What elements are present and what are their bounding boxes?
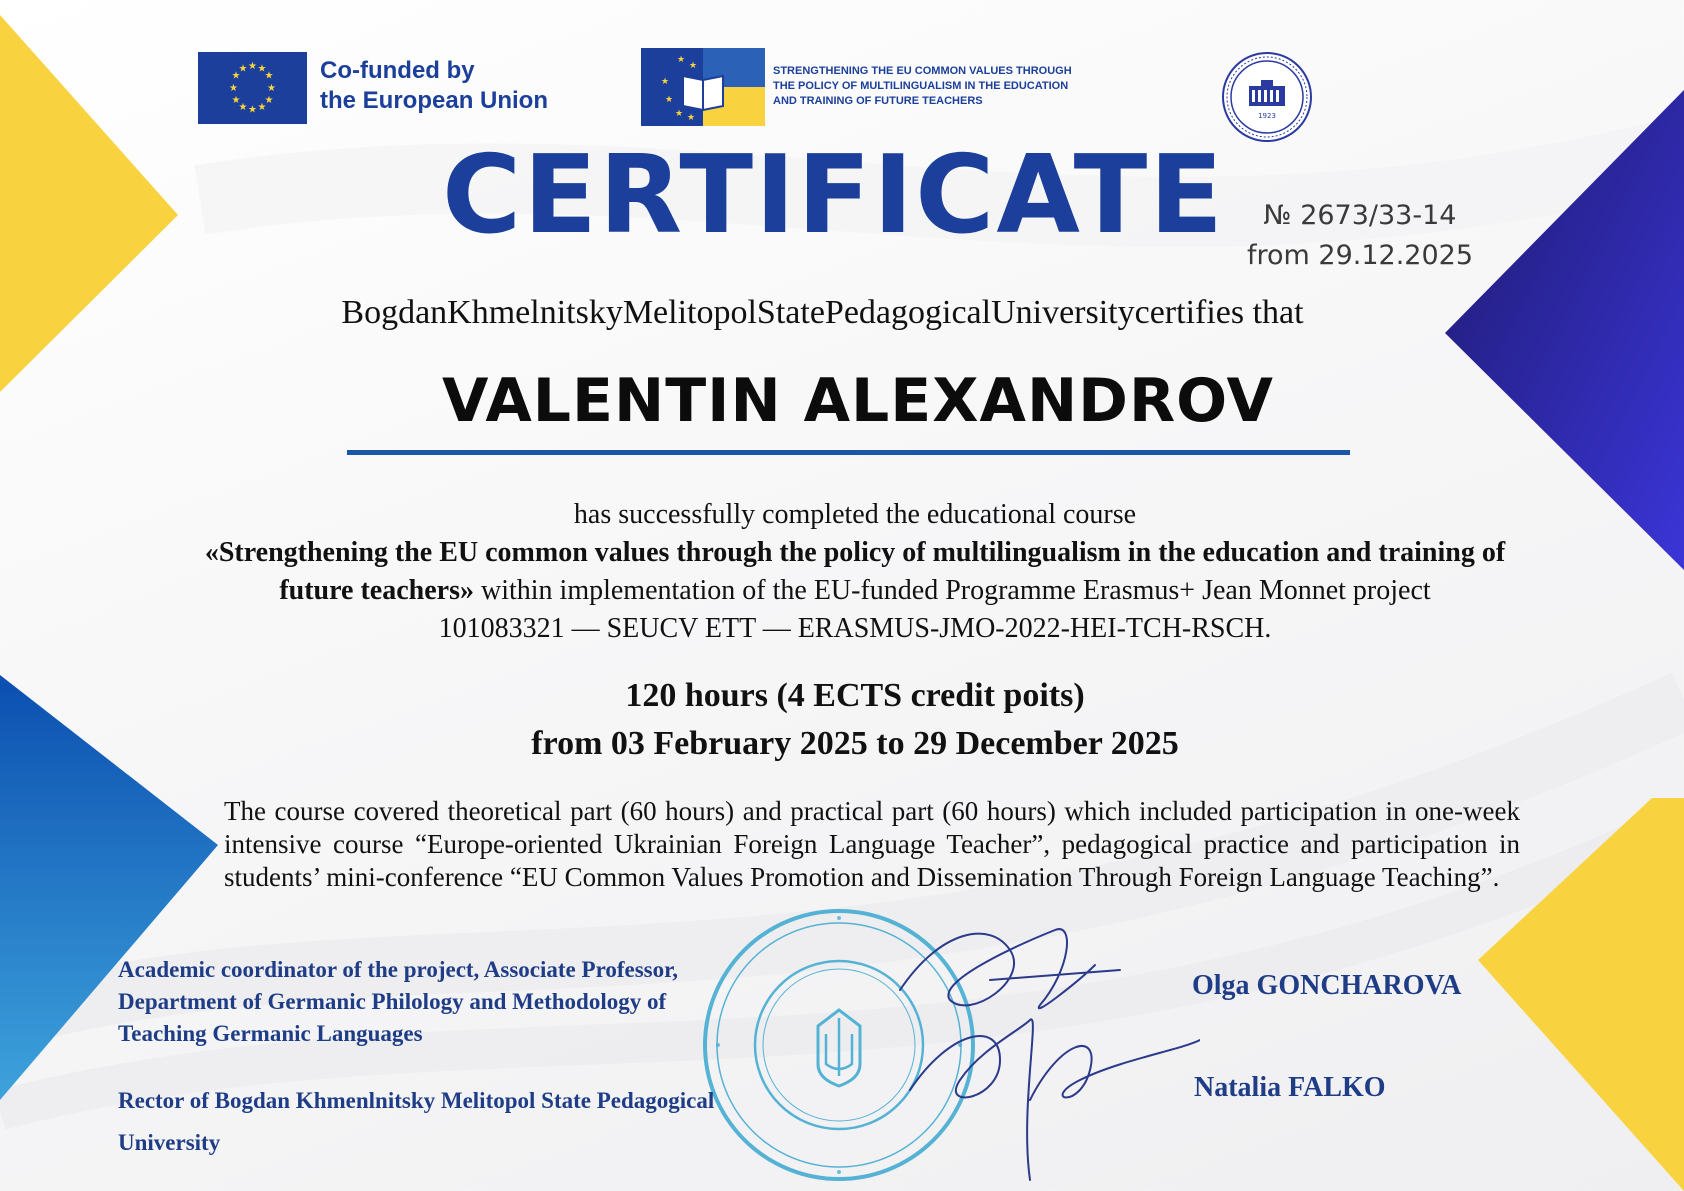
eu-cofunded-text: Co-funded by the European Union xyxy=(320,57,548,114)
coordinator-name: Olga GONCHAROVA xyxy=(1192,970,1462,1001)
svg-text:★: ★ xyxy=(231,95,241,106)
svg-text:★: ★ xyxy=(664,95,674,105)
course-description: The course covered theoretical part (60 hours) and practical part (60 hours) which included participation in one-week intensive course “Europe-oriented Ukrainian Foreign Language Teacher”, pedagogical practice and participation in students’ mini-conference “EU Common Values Promotion and Dissemination Through Foreign Language Teaching”. xyxy=(224,796,1520,892)
svg-text:★: ★ xyxy=(257,63,267,75)
course-statement xyxy=(150,496,1560,648)
course-hours-block xyxy=(0,672,1684,768)
eu-flag-icon xyxy=(198,52,307,124)
course-title-line-2: future teachers» within implementation of the EU-funded Programme Erasmus+ Jean Monnet project xyxy=(279,575,1431,606)
certificate-title: CERTIFICATE xyxy=(441,133,1226,258)
svg-text:★: ★ xyxy=(264,70,274,82)
issuer-statement: BogdanKhmelnitskyMelitopolStatePedagogicalUniversitycertifies that xyxy=(341,294,1304,331)
book-flag-icon xyxy=(641,48,765,126)
svg-text:★: ★ xyxy=(238,63,248,75)
project-code: 101083321 — SEUCV ETT — ERASMUS-JMO-2022-HEI-TCH-RSCH. xyxy=(438,613,1272,644)
svg-text:★: ★ xyxy=(264,95,274,106)
svg-text:★: ★ xyxy=(257,102,267,113)
svg-text:★: ★ xyxy=(686,113,696,123)
university-seal-icon xyxy=(1222,52,1312,142)
svg-text:★: ★ xyxy=(231,70,241,82)
completed-text: has successfully completed the educational course xyxy=(573,499,1137,530)
handwritten-signatures xyxy=(880,910,1200,1190)
svg-text:★: ★ xyxy=(267,83,276,94)
svg-text:★: ★ xyxy=(238,102,248,113)
certificate-number-value: № 2673/33-14 xyxy=(1263,200,1457,231)
svg-text:★: ★ xyxy=(676,55,686,65)
svg-text:★: ★ xyxy=(688,61,698,71)
coordinator-role: Academic coordinator of the project, Associate Professor, Department of Germanic Philology and Methodology of Teaching Germanic Languages xyxy=(118,957,678,1046)
svg-text:★: ★ xyxy=(248,61,257,72)
svg-text:★: ★ xyxy=(248,104,257,116)
svg-text:★: ★ xyxy=(229,83,238,94)
certificate-date: from 29.12.2025 xyxy=(1246,240,1473,271)
name-underline xyxy=(347,450,1350,455)
recipient-name: VALENTIN ALEXANDROV xyxy=(442,366,1274,436)
svg-text:1923: 1923 xyxy=(1258,112,1276,120)
project-logo-text: STRENGTHENING THE EU COMMON VALUES THROUGH THE POLICY OF MULTILINGUALISM IN THE EDUCATION AND TRAINING OF FUTURE TEACHERS xyxy=(773,65,1072,107)
course-period: from 03 February 2025 to 29 December 2025 xyxy=(531,725,1179,762)
rector-name: Natalia FALKO xyxy=(1194,1072,1386,1103)
svg-text:★: ★ xyxy=(660,77,670,87)
certificate-number xyxy=(1240,196,1480,276)
course-hours: 120 hours (4 ECTS credit poits) xyxy=(625,677,1085,714)
rector-role: Rector of Bogdan Khmenlnitsky Melitopol State Pedagogical University xyxy=(118,1088,715,1155)
course-title-line: «Strengthening the EU common values through the policy of multilingualism in the education and training of xyxy=(204,537,1506,568)
svg-text:★: ★ xyxy=(674,109,684,119)
